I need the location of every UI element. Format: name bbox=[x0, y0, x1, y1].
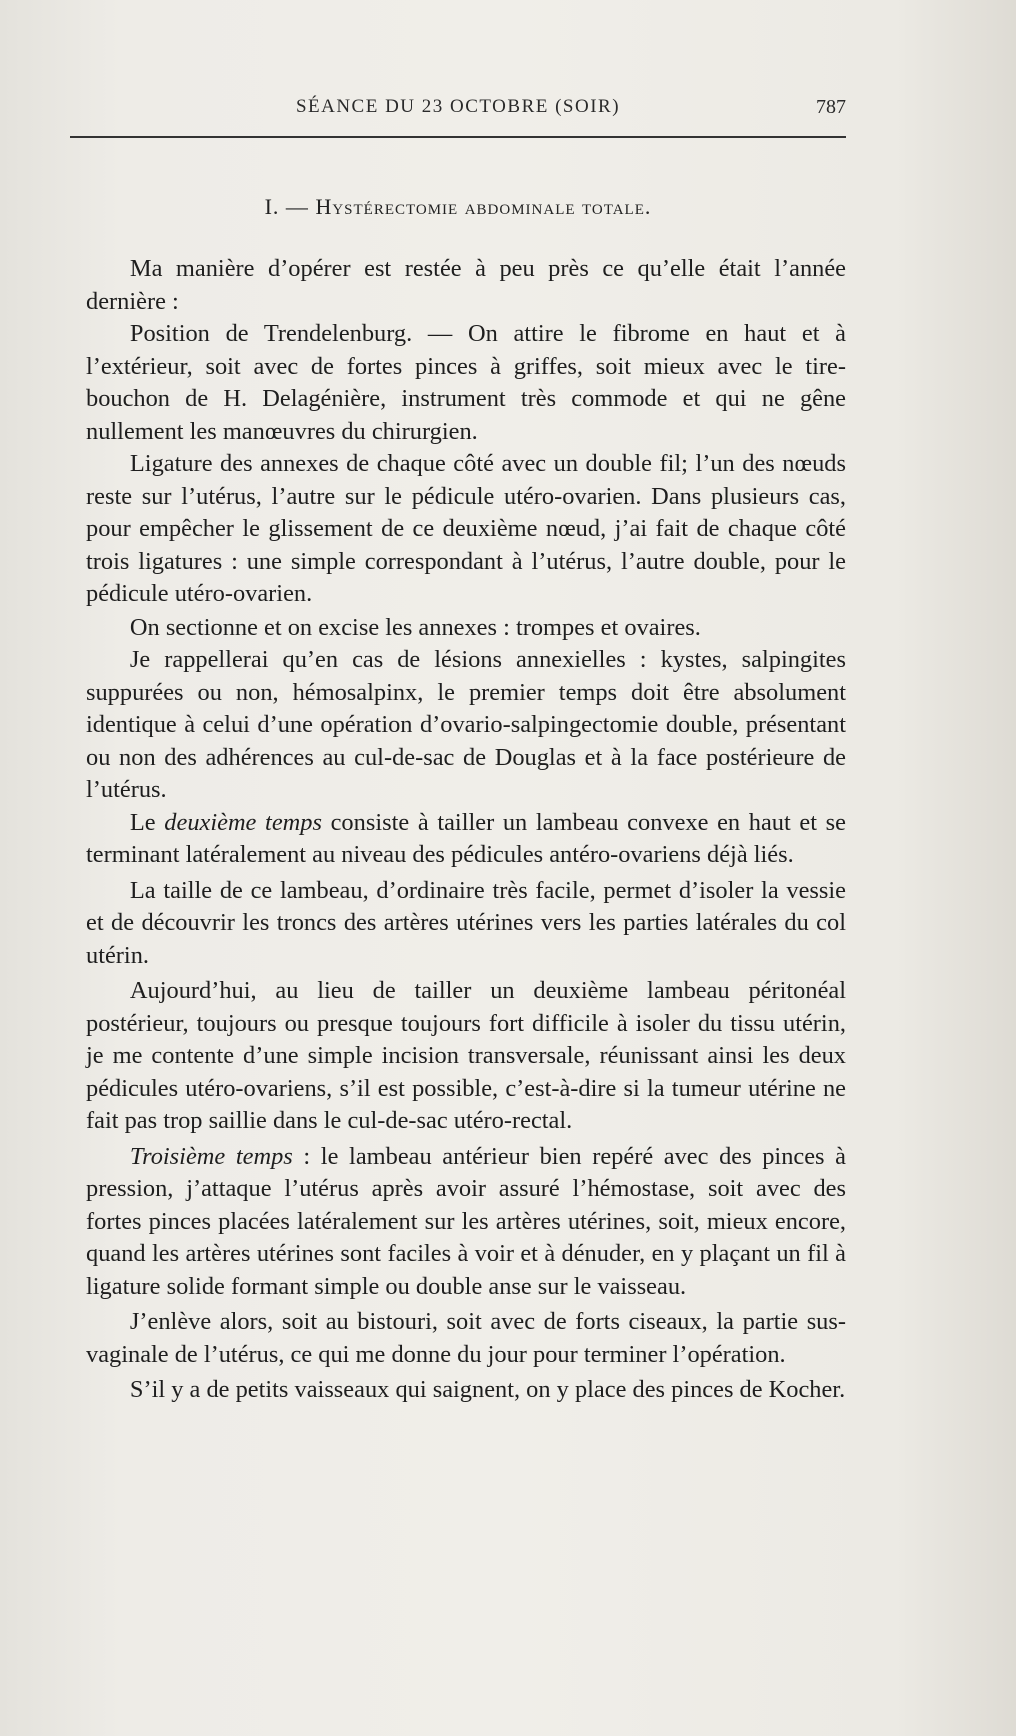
paragraph-6-emphasis: deuxième temps bbox=[164, 808, 322, 836]
paragraph-9 bbox=[86, 1141, 846, 1304]
paragraph-10: J’enlève alors, soit au bistouri, soit avec de forts ciseaux, la partie sus-vaginale de l’utérus, ce qui me donne du jour pour terminer l’opération. bbox=[86, 1308, 846, 1368]
page-header bbox=[70, 96, 846, 124]
paragraph-6-before: Le bbox=[129, 808, 165, 836]
paragraph-8: Aujourd’hui, au lieu de tailler un deuxième lambeau péritonéal postérieur, toujours ou presque toujours fort difficile à isoler du tissu utérin, je me contente d’une simple incision transversale, réunissant ainsi les deux pédicules utéro-ovariens, s’il est possible, c’est-à-dire si la tumeur utérine ne fait pas trop saillie dans le cul-de-sac utéro-rectal. bbox=[86, 977, 846, 1134]
header-rule bbox=[70, 136, 846, 138]
paragraph-9-after: : le lambeau antérieur bien repéré avec des pinces à pression, j’attaque l’utérus après avoir assuré l’hémostase, soit avec des fortes pinces placées latéralement sur les artères utérines, soit, mieux encore, quand les artères utérines sont faciles à voir et à dénuder, en y plaçant un fil à ligature solide formant simple ou double anse sur le vaisseau. bbox=[86, 1142, 847, 1300]
paragraph-4: On sectionne et on excise les annexes : trompes et ovaires. bbox=[129, 613, 701, 641]
paragraph-6-after: consiste à tailler un lambeau convexe en haut et se terminant latéralement au niveau des pédicules antéro-ovariens déjà liés. bbox=[86, 808, 846, 868]
running-title: SÉANCE DU 23 OCTOBRE (SOIR) bbox=[295, 96, 621, 117]
paragraph-1: Ma manière d’opérer est restée à peu près ce qu’elle était l’année dernière : bbox=[86, 255, 846, 315]
section-title-text: Hystérectomie abdominale totale. bbox=[315, 194, 652, 219]
paragraph-7: La taille de ce lambeau, d’ordinaire très facile, permet d’isoler la vessie et de découvrir les troncs des artères utérines vers les parties latérales du col utérin. bbox=[86, 876, 846, 969]
paragraph-9-emphasis: Troisième temps bbox=[129, 1142, 293, 1170]
body-text bbox=[86, 253, 846, 1407]
section-title bbox=[70, 194, 846, 220]
page-number: 787 bbox=[816, 96, 846, 118]
section-number: I. — bbox=[264, 194, 309, 219]
paragraph-3: Ligature des annexes de chaque côté avec un double fil; l’un des nœuds reste sur l’utérus, l’autre sur le pédicule utéro-ovarien. Dans plusieurs cas, pour empêcher le glissement de ce deuxième nœud, j’ai fait de chaque côté trois ligatures : une simple correspondant à l’utérus, l’autre double, pour le pédicule utéro-ovarien. bbox=[86, 450, 846, 607]
paragraph-2: Position de Trendelenburg. — On attire le fibrome en haut et à l’extérieur, soit avec de fortes pinces à griffes, soit mieux avec le tire-bouchon de H. Delagénière, instrument très commode et qui ne gêne nullement les manœuvres du chirurgien. bbox=[86, 320, 846, 445]
paragraph-5: Je rappellerai qu’en cas de lésions annexielles : kystes, salpingites suppurées ou non, hémosalpinx, le premier temps doit être absolument identique à celui d’une opération d’ovario-salpingectomie double, présentant ou non des adhérences au cul-de-sac de Douglas et à la face postérieure de l’utérus. bbox=[86, 646, 846, 803]
paragraph-6 bbox=[86, 807, 846, 872]
paragraph-11: S’il y a de petits vaisseaux qui saignent, on y place des pinces de Kocher. bbox=[129, 1376, 846, 1403]
